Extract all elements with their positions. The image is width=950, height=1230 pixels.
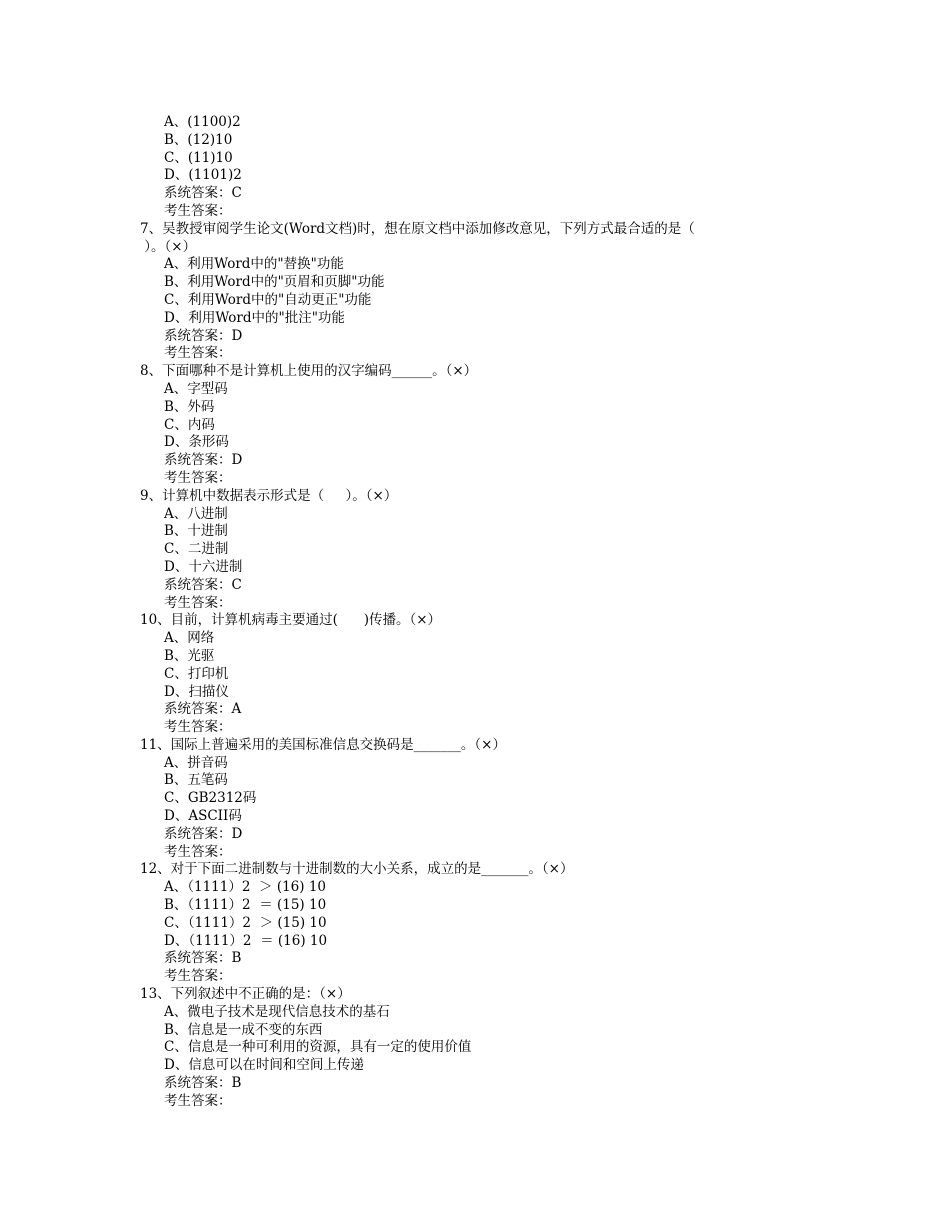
option-line: A、八进制: [164, 505, 228, 522]
option-line: D、扫描仪: [164, 683, 229, 700]
student-answer: 考生答案：: [164, 1092, 232, 1109]
option-line: C、(11)10: [164, 149, 233, 166]
option-line: A、微电子技术是现代信息技术的基石: [164, 1003, 390, 1020]
question-text: 12、对于下面二进制数与十进制数的大小关系，成立的是_______。（×）: [140, 861, 574, 878]
question-text: 10、目前，计算机病毒主要通过( )传播。（×）: [140, 612, 442, 629]
option-line: A、利用Word中的"替换"功能: [164, 256, 344, 273]
system-answer: 系统答案：B: [164, 1075, 242, 1092]
option-line: D、利用Word中的"批注"功能: [164, 309, 345, 326]
student-answer: 考生答案：: [164, 202, 232, 219]
question-list: [0, 114, 950, 1111]
option-line: D、信息可以在时间和空间上传递: [164, 1057, 364, 1074]
student-answer: 考生答案：: [164, 968, 232, 985]
option-line: B、光驱: [164, 647, 215, 664]
question-text-continued: ）。（×）: [140, 238, 197, 255]
option-line: B、五笔码: [164, 772, 228, 789]
option-line: C、（1111）2 ＞ (15) 10: [164, 914, 327, 931]
option-line: B、信息是一成不变的东西: [164, 1021, 323, 1038]
question-text: 13、下列叙述中不正确的是：（×）: [140, 986, 351, 1003]
option-line: D、条形码: [164, 434, 229, 451]
question-text: 9、计算机中数据表示形式是（ ）。（×）: [140, 487, 398, 504]
question-text: 8、下面哪种不是计算机上使用的汉字编码______。（×）: [140, 363, 478, 380]
option-line: A、字型码: [164, 380, 228, 397]
option-line: A、拼音码: [164, 754, 228, 771]
option-line: C、内码: [164, 416, 215, 433]
question-text: 11、国际上普遍采用的美国标准信息交换码是_______。（×）: [140, 736, 506, 753]
system-answer: 系统答案：A: [164, 701, 242, 718]
option-line: D、十六进制: [164, 558, 243, 575]
student-answer: 考生答案：: [164, 345, 232, 362]
option-line: D、ASCII码: [164, 808, 242, 825]
option-line: B、外码: [164, 398, 215, 415]
option-line: B、十进制: [164, 523, 228, 540]
option-line: C、信息是一种可利用的资源，具有一定的使用价值: [164, 1039, 472, 1056]
system-answer: 系统答案：C: [164, 185, 242, 202]
option-line: C、GB2312码: [164, 790, 257, 807]
option-line: A、(1100)2: [164, 114, 241, 130]
system-answer: 系统答案：C: [164, 576, 242, 593]
option-line: C、利用Word中的"自动更正"功能: [164, 291, 372, 308]
question-text: 7、吴教授审阅学生论文(Word文档)时，想在原文档中添加修改意见，下列方式最合适的是（: [140, 220, 695, 237]
student-answer: 考生答案：: [164, 469, 232, 486]
system-answer: 系统答案：D: [164, 327, 243, 344]
student-answer: 考生答案：: [164, 719, 232, 736]
student-answer: 考生答案：: [164, 594, 232, 611]
option-line: B、（1111）2 ＝ (15) 10: [164, 897, 327, 914]
option-line: D、（1111）2 ＝ (16) 10: [164, 932, 328, 949]
system-answer: 系统答案：B: [164, 950, 242, 967]
option-line: A、网络: [164, 630, 215, 647]
option-line: B、利用Word中的"页眉和页脚"功能: [164, 274, 385, 291]
option-line: B、(12)10: [164, 131, 233, 148]
option-line: A、（1111）2 ＞ (16) 10: [164, 879, 326, 896]
option-line: D、(1101)2: [164, 167, 242, 184]
option-line: C、打印机: [164, 665, 229, 682]
system-answer: 系统答案：D: [164, 825, 243, 842]
option-line: C、二进制: [164, 541, 229, 558]
student-answer: 考生答案：: [164, 843, 232, 860]
system-answer: 系统答案：D: [164, 452, 243, 469]
